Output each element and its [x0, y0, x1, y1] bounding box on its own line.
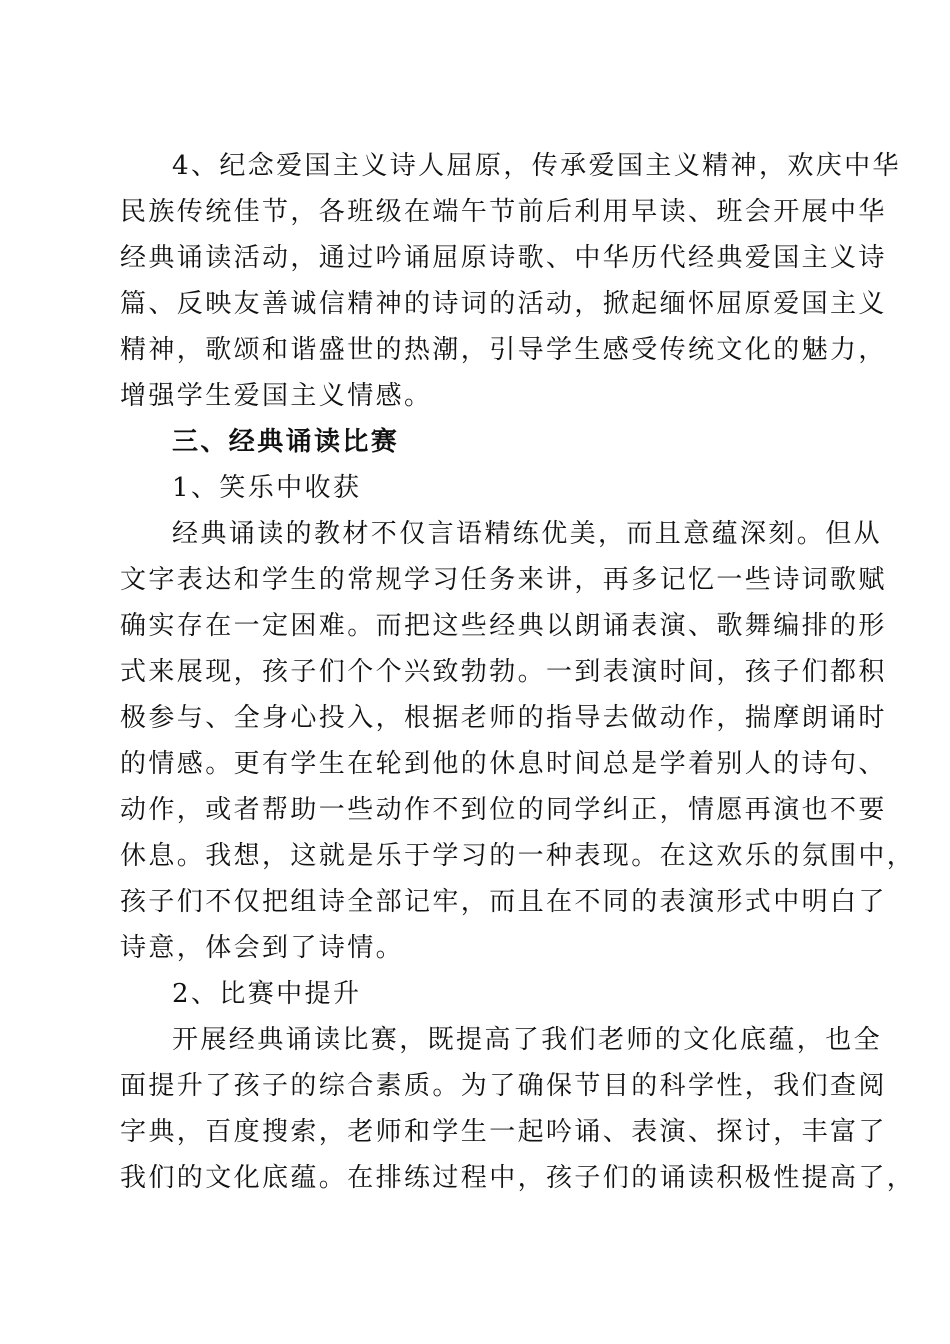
subheading-2: 2、比赛中提升	[172, 979, 362, 1009]
paragraph-sub1-line: 经典诵读的教材不仅言语精练优美，而且意蕴深刻。但从	[172, 519, 883, 549]
paragraph-4-line: 增强学生爱国主义情感。	[120, 381, 433, 411]
paragraph-sub1-line: 的情感。更有学生在轮到他的休息时间总是学着别人的诗句、	[120, 749, 887, 779]
paragraph-sub2-line: 我们的文化底蕴。在排练过程中，孩子们的诵读积极性提高了，	[120, 1163, 916, 1193]
paragraph-sub1-line: 文字表达和学生的常规学习任务来讲，再多记忆一些诗词歌赋	[120, 565, 887, 595]
paragraph-4-line: 篇、反映友善诚信精神的诗词的活动，掀起缅怀屈原爱国主义	[120, 289, 887, 319]
paragraph-sub1-line: 确实存在一定困难。而把这些经典以朗诵表演、歌舞编排的形	[120, 611, 887, 641]
paragraph-sub1-line: 孩子们不仅把组诗全部记牢，而且在不同的表演形式中明白了	[120, 887, 887, 917]
paragraph-4-line: 精神，歌颂和谐盛世的热潮，引导学生感受传统文化的魅力，	[120, 335, 887, 365]
paragraph-sub2-line: 开展经典诵读比赛，既提高了我们老师的文化底蕴，也全	[172, 1025, 883, 1055]
section-heading: 三、经典诵读比赛	[172, 427, 400, 457]
subheading-1: 1、笑乐中收获	[172, 473, 362, 503]
paragraph-sub1-line: 动作，或者帮助一些动作不到位的同学纠正，情愿再演也不要	[120, 795, 887, 825]
paragraph-4-line: 经典诵读活动，通过吟诵屈原诗歌、中华历代经典爱国主义诗	[120, 243, 887, 273]
paragraph-sub1-line: 式来展现，孩子们个个兴致勃勃。一到表演时间，孩子们都积	[120, 657, 887, 687]
paragraph-4-line: 4、纪念爱国主义诗人屈原，传承爱国主义精神，欢庆中华	[172, 151, 901, 181]
paragraph-sub1-line: 诗意，体会到了诗情。	[120, 933, 405, 963]
paragraph-4-line: 民族传统佳节，各班级在端午节前后利用早读、班会开展中华	[120, 197, 887, 227]
paragraph-sub2-line: 面提升了孩子的综合素质。为了确保节目的科学性，我们查阅	[120, 1071, 887, 1101]
paragraph-sub1-line: 休息。我想，这就是乐于学习的一种表现。在这欢乐的氛围中，	[120, 841, 916, 871]
paragraph-sub2-line: 字典，百度搜索，老师和学生一起吟诵、表演、探讨，丰富了	[120, 1117, 887, 1147]
paragraph-sub1-line: 极参与、全身心投入，根据老师的指导去做动作，揣摩朗诵时	[120, 703, 887, 733]
